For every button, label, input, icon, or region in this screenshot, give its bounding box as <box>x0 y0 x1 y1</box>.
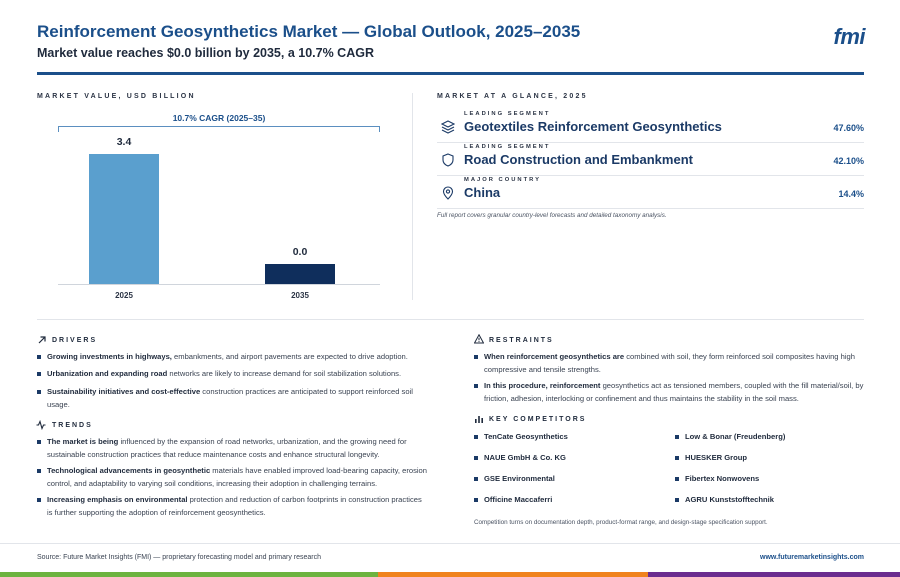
competitor-item: Officine Maccaferri <box>474 495 552 504</box>
bar-value-label: 3.4 <box>116 136 132 148</box>
glance-label: MARKET AT A GLANCE, 2025 <box>437 93 588 100</box>
driver-item: Growing investments in highways, embankments, and airport pavements are expected to drive adoption. <box>37 351 427 364</box>
header-divider <box>37 72 864 75</box>
glance-name: China <box>464 185 501 200</box>
competitor-item: TenCate Geosynthetics <box>474 432 568 441</box>
footer-stripe-orange <box>378 572 648 577</box>
bar-chart-icon <box>474 414 484 424</box>
footer-source: Source: Future Market Insights (FMI) — proprietary forecasting model and primary research <box>37 554 321 561</box>
glance-name: Geotextiles Reinforcement Geosynthetics <box>464 119 722 134</box>
bar-2035 <box>265 264 335 284</box>
footer-divider <box>0 543 900 544</box>
competitor-item: NAUE GmbH & Co. KG <box>474 453 566 462</box>
layers-icon <box>441 120 455 134</box>
glance-name: Road Construction and Embankment <box>464 152 693 167</box>
competitor-item: AGRU Kunststofftechnik <box>675 495 774 504</box>
driver-item: Sustainability initiatives and cost-effective construction practices are anticipated to support reinforced soil usage. <box>37 386 427 411</box>
activity-icon <box>36 420 46 430</box>
middle-divider <box>37 319 864 320</box>
glance-kicker: LEADING SEGMENT <box>464 111 551 117</box>
restraint-item: When reinforcement geosynthetics are combined with soil, they form reinforced soil composites having high compressive and tensile strengths. <box>474 351 866 376</box>
market-value-label: MARKET VALUE, USD BILLION <box>37 93 196 100</box>
glance-note: Full report covers granular country-level forecasts and detailed taxonomy analysis. <box>437 212 667 219</box>
competitor-item: Low & Bonar (Freudenberg) <box>675 432 785 441</box>
trends-heading: TRENDS <box>52 422 93 429</box>
trend-item: Increasing emphasis on environmental protection and reduction of carbon footprints in construction practices is further supporting the adoption of reinforcement geosynthetics. <box>37 494 427 519</box>
section-divider <box>412 93 413 300</box>
cagr-label: 10.7% CAGR (2025–35) <box>172 113 266 123</box>
glance-row-segment-2 <box>437 144 864 176</box>
competitor-item: HUESKER Group <box>675 453 747 462</box>
glance-kicker: LEADING SEGMENT <box>464 144 551 150</box>
map-pin-icon <box>441 186 455 200</box>
trend-item: The market is being influenced by the expansion of road networks, urbanization, and the growing need for sustainable construction practices that reduce maintenance costs and enhance structural longevity. <box>37 436 427 461</box>
glance-row-segment-1 <box>437 111 864 143</box>
competitor-item: GSE Environmental <box>474 474 555 483</box>
glance-kicker: MAJOR COUNTRY <box>464 177 541 183</box>
bar-value-label: 0.0 <box>292 246 308 258</box>
fmi-logo[interactable]: fmi <box>833 24 865 49</box>
x-tick-label: 2035 <box>291 291 309 300</box>
chart-baseline <box>58 284 380 285</box>
glance-value: 47.60% <box>833 123 864 133</box>
driver-item: Urbanization and expanding road networks are likely to increase demand for soil stabilization solutions. <box>37 368 427 381</box>
arrow-up-right-icon <box>37 335 47 345</box>
bar-2025 <box>89 154 159 284</box>
competitors-note: Competition turns on documentation depth, product-format range, and design-stage specification support. <box>474 519 768 526</box>
page-subtitle: Market value reaches $0.0 billion by 2035, a 10.7% CAGR <box>37 46 374 60</box>
restraints-heading: RESTRAINTS <box>489 337 554 344</box>
shield-icon <box>441 153 455 167</box>
competitor-item: Fibertex Nonwovens <box>675 474 759 483</box>
cagr-bracket <box>58 126 380 132</box>
footer-url-link[interactable]: www.futuremarketinsights.com <box>760 554 864 561</box>
footer-stripe-purple <box>648 572 900 577</box>
glance-value: 14.4% <box>838 189 864 199</box>
page-title: Reinforcement Geosynthetics Market — Global Outlook, 2025–2035 <box>37 22 581 41</box>
trend-item: Technological advancements in geosynthetic materials have enabled improved load-bearing capacity, erosion control, and adaptability to varying soil conditions, increasing their adoption in challenging terrains. <box>37 465 427 490</box>
restraint-item: In this procedure, reinforcement geosynthetics act as tensioned members, coupled with the fill material/soil, by friction, adhesion, interlocking or confinement and thus maintains the stability in the soil mass. <box>474 380 866 405</box>
x-tick-label: 2025 <box>115 291 133 300</box>
drivers-heading: DRIVERS <box>52 337 98 344</box>
warning-icon <box>474 334 484 344</box>
glance-row-country <box>437 177 864 209</box>
competitors-heading: KEY COMPETITORS <box>489 416 587 423</box>
footer-stripe-green <box>0 572 378 577</box>
glance-value: 42.10% <box>833 156 864 166</box>
